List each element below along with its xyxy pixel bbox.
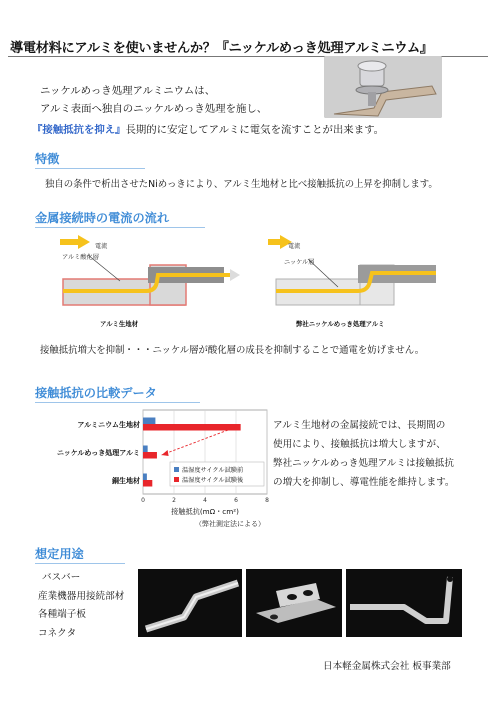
use-item-terminal: 各種端子板 <box>38 609 86 620</box>
use-item-busbar: バスバー <box>42 572 81 583</box>
product-photo-busbar <box>138 569 242 637</box>
product-photo-bolt <box>324 56 442 118</box>
product-photo-bracket <box>246 569 342 637</box>
features-heading: 特徴 <box>35 152 60 166</box>
desc-line-4: の増大を抑制し、導電性能を維持します。 <box>273 477 455 488</box>
intro-line-1: ニッケルめっき処理アルミニウムは、 <box>40 85 216 97</box>
comparison-heading-rule <box>35 402 200 403</box>
chart-bar <box>143 480 152 487</box>
current-flow-note: 接触抵抗増大を抑制・・・ニッケル層が酸化層の成長を抑制することで通電を妨げません。 <box>40 345 425 356</box>
diagram-aluminum <box>58 235 248 330</box>
comparison-description <box>273 416 455 492</box>
product-photo-terminal <box>346 569 462 637</box>
chart-category-label: アルミニウム生地材 <box>77 421 140 429</box>
intro-line-2: アルミ表面へ独自のニッケルめっき処理を施し、 <box>40 103 268 115</box>
nickel-layer-label: ニッケル層 <box>284 259 315 266</box>
chart-x-tick-label: 0 <box>141 497 145 504</box>
uses-heading: 想定用途 <box>35 547 84 561</box>
chart-category-label: ニッケルめっき処理アルミ <box>56 449 140 457</box>
chart-bar <box>143 452 157 459</box>
intro-line-3 <box>32 121 384 136</box>
caption-nickel-plated: 弊社ニッケルめっき処理アルミ <box>296 320 385 328</box>
chart-category-label: 銅生地材 <box>112 477 140 485</box>
current-flow-heading: 金属接続時の電流の流れ <box>35 211 170 225</box>
source-note: （弊社測定法による） <box>195 520 265 528</box>
chart-legend-label: 温湿度サイクル試験後 <box>182 477 244 484</box>
features-heading-rule <box>35 168 145 169</box>
chart-x-tick-label: 8 <box>265 497 269 504</box>
caption-aluminum: アルミ生地材 <box>100 320 139 328</box>
page-title: 導電材料にアルミを使いませんか？『ニッケルめっき処理アルミニウム』 <box>10 41 433 56</box>
desc-line-3: 弊社ニッケルめっき処理アルミは接触抵抗 <box>273 458 454 469</box>
chart-legend-swatch <box>174 477 179 482</box>
chart-bar <box>143 446 148 453</box>
desc-line-2: 使用により、接触抵抗は増大しますが、 <box>273 439 446 450</box>
use-item-connector: コネクタ <box>38 627 77 639</box>
contact-resistance-chart <box>30 406 272 532</box>
chart-legend-swatch <box>174 467 179 472</box>
current-flow-heading-rule <box>35 227 205 228</box>
use-item-industrial: 産業機器用接続部材 <box>38 590 125 602</box>
chart-x-tick-label: 6 <box>234 497 238 504</box>
chart-x-tick-label: 2 <box>172 497 176 504</box>
current-label-right: 電流 <box>288 243 301 250</box>
current-label-left: 電流 <box>95 243 108 250</box>
chart-x-tick-label: 4 <box>203 497 207 504</box>
chart-svg <box>30 406 272 532</box>
chart-bar <box>143 418 155 425</box>
oxide-layer-label: アルミ酸化層 <box>62 254 99 261</box>
comparison-heading: 接触抵抗の比較データ <box>35 386 157 400</box>
desc-line-1: アルミ生地材の金属接続では、長期間の <box>273 420 446 431</box>
chart-legend-label: 温湿度サイクル試験前 <box>182 467 244 474</box>
chart-bar <box>143 424 241 431</box>
chart-x-axis-label: 接触抵抗(mΩ・cm²) <box>171 507 239 516</box>
intro-line-3-rest: 長期的に安定してアルミに電気を流すことが出来ます。 <box>125 124 385 136</box>
features-text: 独自の条件で析出させたNiめっきにより、アルミ生地材と比べ接触抵抗の上昇を抑制します。 <box>45 179 438 190</box>
uses-list <box>38 569 124 643</box>
uses-heading-rule <box>35 563 125 564</box>
chart-bar <box>143 474 147 481</box>
footer-company: 日本軽金属株式会社 板事業部 <box>323 661 451 672</box>
intro-highlight: 『接触抵抗を抑え』 <box>32 124 126 136</box>
